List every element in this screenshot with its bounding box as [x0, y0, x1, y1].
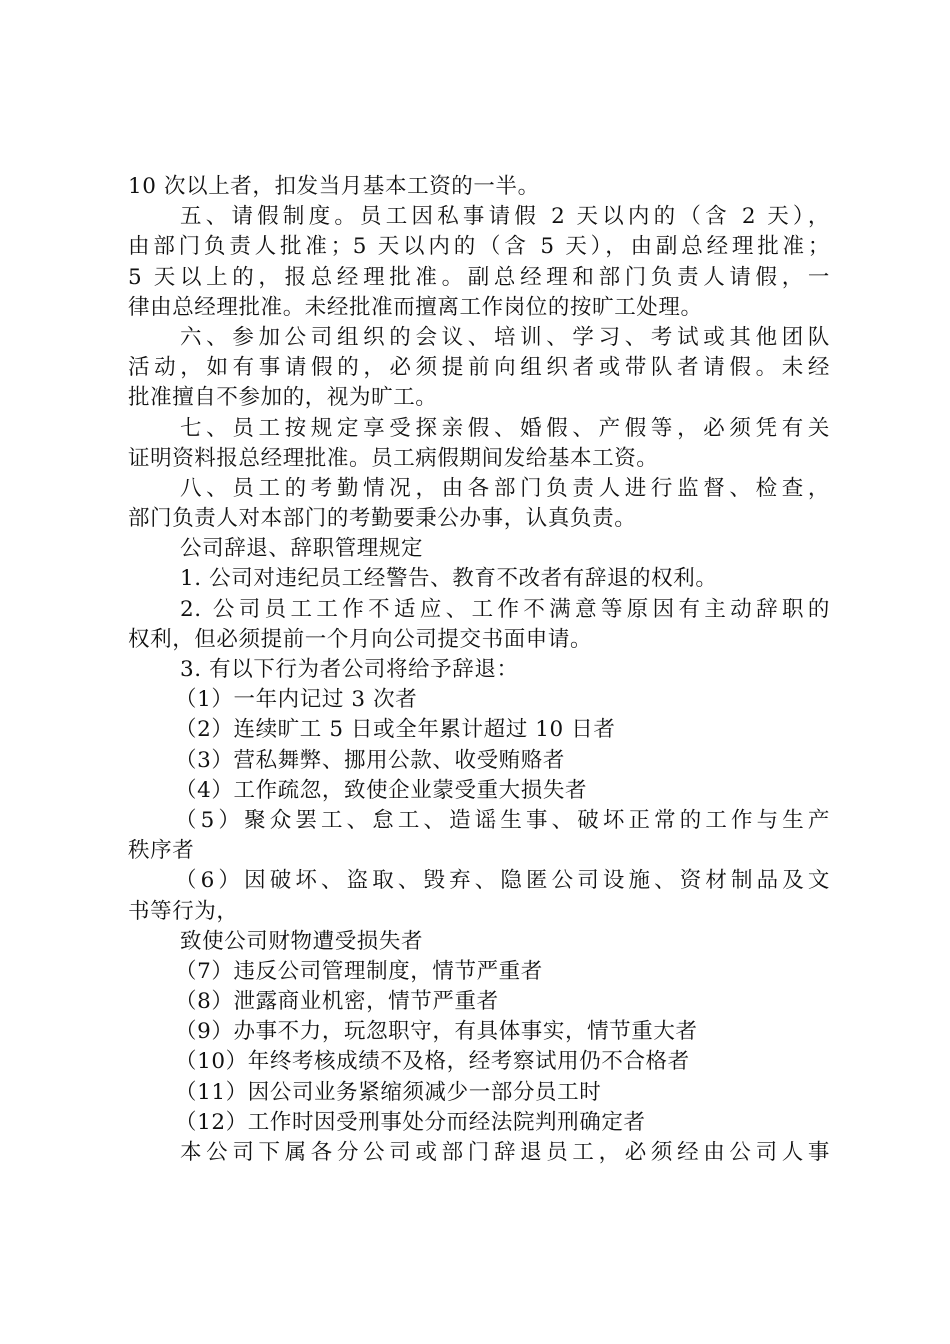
text-line: 证明资料报总经理批准。员工病假期间发给基本工资。: [128, 445, 659, 471]
text-line: 六、参加公司组织的会议、培训、学习、考试或其他团队: [180, 324, 830, 350]
text-line: 七、员工按规定享受探亲假、婚假、产假等，必须凭有关: [180, 415, 830, 441]
text-line: 10 次以上者，扣发当月基本工资的一半。: [128, 174, 540, 199]
text-line: 本公司下属各分公司或部门辞退员工，必须经由公司人事: [180, 1140, 830, 1165]
list-item: （1）一年内记过 3 次者: [175, 687, 418, 713]
text-line: 部门负责人对本部门的考勤要秉公办事，认真负责。: [128, 506, 637, 532]
list-item: （7）违反公司管理制度，情节严重者: [175, 958, 543, 984]
list-item: （6）因破坏、盗取、毁弃、隐匿公司设施、资材制品及文: [175, 868, 830, 894]
list-item: （10）年终考核成绩不及格，经考察试用仍不合格者: [175, 1049, 690, 1075]
section-heading: 公司辞退、辞职管理规定: [180, 536, 424, 562]
text-line: 1. 公司对违纪员工经警告、教育不改者有辞退的权利。: [180, 566, 718, 592]
text-line: 活动，如有事请假的，必须提前向组织者或带队者请假。未经: [128, 355, 830, 381]
list-item: （9）办事不力，玩忽职守，有具体事实，情节重大者: [175, 1019, 698, 1045]
list-item: （3）营私舞弊、挪用公款、收受贿赂者: [175, 747, 565, 773]
text-line: 2. 公司员工工作不适应、工作不满意等原因有主动辞职的: [180, 596, 830, 622]
text-line: 八、员工的考勤情况，由各部门负责人进行监督、检查，: [180, 475, 830, 501]
text-line: 书等行为，: [128, 898, 239, 924]
text-line: 权利，但必须提前一个月向公司提交书面申请。: [128, 626, 593, 652]
list-item: （12）工作时因受刑事处分而经法院判刑确定者: [175, 1109, 646, 1135]
text-line: 5 天以上的，报总经理批准。副总经理和部门负责人请假，一: [128, 264, 830, 290]
list-item: （11）因公司业务紧缩须减少一部分员工时: [175, 1079, 602, 1105]
text-line: 秩序者: [128, 838, 195, 864]
text-line: 3. 有以下行为者公司将给予辞退：: [180, 657, 519, 682]
list-item: （8）泄露商业机密，情节严重者: [175, 989, 499, 1015]
text-line: 由部门负责人批准；5 天以内的（含 5 天），由副总经理批准；: [128, 234, 830, 260]
text-line: 致使公司财物遭受损失者: [180, 928, 424, 954]
text-line: 律由总经理批准。未经批准而擅离工作岗位的按旷工处理。: [128, 294, 703, 320]
text-line: 批准擅自不参加的，视为旷工。: [128, 385, 438, 411]
list-item: （5）聚众罢工、怠工、造谣生事、破坏正常的工作与生产: [175, 807, 830, 833]
document-body: [128, 172, 830, 1168]
list-item: （4）工作疏忽，致使企业蒙受重大损失者: [175, 777, 588, 803]
list-item: （2）连续旷工 5 日或全年累计超过 10 日者: [175, 717, 616, 743]
text-line: 五、请假制度。员工因私事请假 2 天以内的（含 2 天），: [180, 204, 830, 230]
